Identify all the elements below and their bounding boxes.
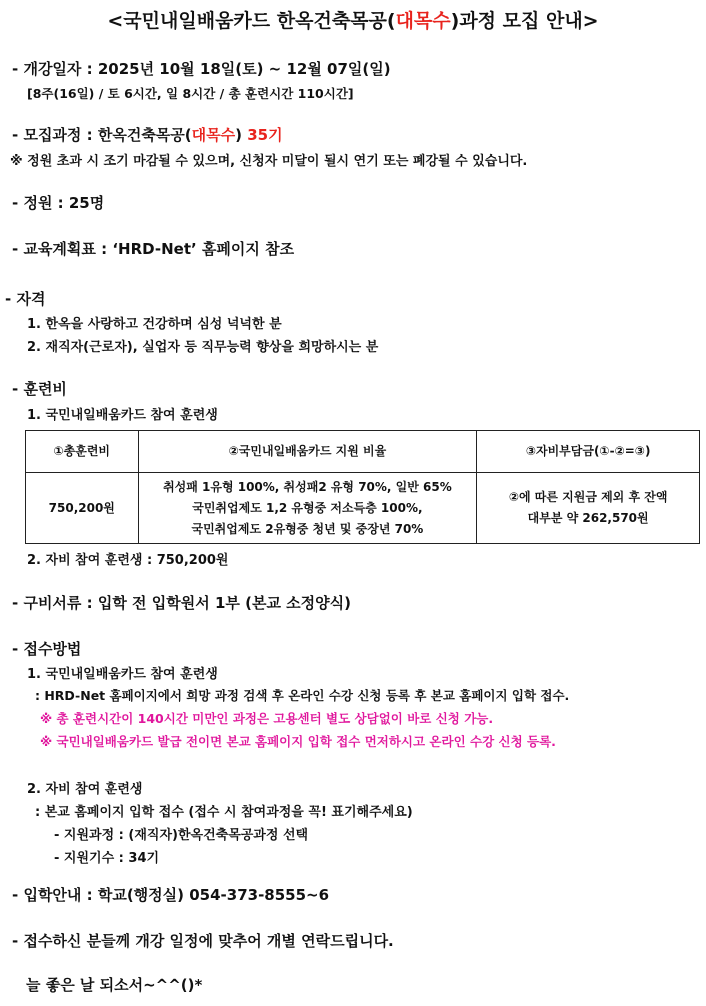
fee-sub-card: 1. 국민내일배움카드 참여 훈련생 [27, 408, 218, 423]
qualification-item-1: 1. 한옥을 사랑하고 건강하며 심성 넉넉한 분 [27, 317, 282, 332]
fee-header-ratio: ②국민내일배움카드 지원 비율 [138, 431, 477, 473]
course-highlight: 대목수 [191, 126, 236, 144]
qualification-item-2: 2. 재직자(근로자), 실업자 등 직무능력 향상을 희망하시는 분 [27, 340, 379, 355]
course-note: ※ 정원 초과 시 조기 마감될 수 있으며, 신청자 미달이 될시 연기 또는 폐강될 수 있습니다. [10, 154, 528, 169]
fee-table-header-row [26, 431, 700, 473]
course-prefix: - 모집과정 : 한옥건축목공( [12, 126, 192, 144]
page-title [0, 6, 706, 33]
schedule-line: - 개강일자 : 2025년 10월 18일(토) ~ 12월 07일(일) [12, 60, 391, 78]
apply-sub-self: 2. 자비 참여 훈련생 [27, 782, 143, 797]
qualification-heading: - 자격 [5, 290, 46, 308]
farewell-line: 늘 좋은 날 되소서~^^()* [26, 976, 203, 994]
title-prefix: <국민내일배움카드 한옥건축목공( [107, 10, 396, 32]
closing-line: - 접수하신 분들께 개강 일정에 맞추어 개별 연락드립니다. [12, 932, 394, 950]
fee-table [25, 430, 700, 544]
course-mid: ) [235, 126, 248, 144]
fee-sub-self: 2. 자비 참여 훈련생 : 750,200원 [27, 553, 229, 568]
contact-line: - 입학안내 : 학교(행정실) 054-373-8555~6 [12, 886, 330, 904]
fee-header-self: ③자비부담금(①-②=③) [477, 431, 700, 473]
apply-card-instruction: : HRD-Net 홈페이지에서 희망 과정 검색 후 온라인 수강 신청 등록 후 본교 홈페이지 입학 접수. [35, 688, 570, 703]
fee-self-cell [477, 473, 700, 544]
apply-note-2: ※ 국민내일배움카드 발급 전이면 본교 홈페이지 입학 접수 먼저하시고 온라인 수강 신청 등록. [40, 734, 556, 749]
fee-total-cell: 750,200원 [26, 473, 139, 544]
fee-self-line-2: 대부분 약 262,570원 [527, 511, 649, 525]
apply-course-item: - 지원과정 : (재직자)한옥건축목공과정 선택 [54, 828, 309, 843]
docs-line: - 구비서류 : 입학 전 입학원서 1부 (본교 소정양식) [12, 594, 351, 612]
fee-ratio-line-1: 취성패 1유형 100%, 취성패2 유형 70%, 일반 65% [163, 479, 452, 494]
fee-header-total: ①총훈련비 [26, 431, 139, 473]
apply-heading: - 접수방법 [12, 640, 82, 658]
apply-self-instruction: : 본교 홈페이지 입학 접수 (접수 시 참여과정을 꼭! 표기해주세요) [35, 805, 413, 820]
schedule-detail: [8주(16일) / 토 6시간, 일 8시간 / 총 훈련시간 110시간] [27, 86, 354, 101]
fee-ratio-line-3: 국민취업제도 2유형중 청년 및 중장년 70% [191, 521, 424, 536]
plan-line: - 교육계획표 : ‘HRD-Net’ 홈페이지 참조 [12, 240, 295, 258]
apply-sub-card: 1. 국민내일배움카드 참여 훈련생 [27, 667, 218, 682]
title-suffix: )과정 모집 안내> [450, 10, 599, 32]
apply-cohort-item: - 지원기수 : 34기 [54, 851, 160, 866]
capacity-line: - 정원 : 25명 [12, 194, 105, 212]
course-cohort: 35기 [247, 126, 283, 144]
fee-ratio-cell [138, 473, 477, 544]
apply-note-1: ※ 총 훈련시간이 140시간 미만인 과정은 고용센터 별도 상담없이 바로 신청 가능. [40, 711, 494, 726]
fee-table-row [26, 473, 700, 544]
title-highlight: 대목수 [395, 10, 451, 32]
fee-self-line-1: ②에 따른 지원금 제외 후 잔액 [508, 490, 668, 504]
fee-ratio-line-2: 국민취업제도 1,2 유형중 저소득층 100%, [192, 500, 423, 515]
course-line [12, 124, 283, 145]
fee-heading: - 훈련비 [12, 380, 67, 398]
